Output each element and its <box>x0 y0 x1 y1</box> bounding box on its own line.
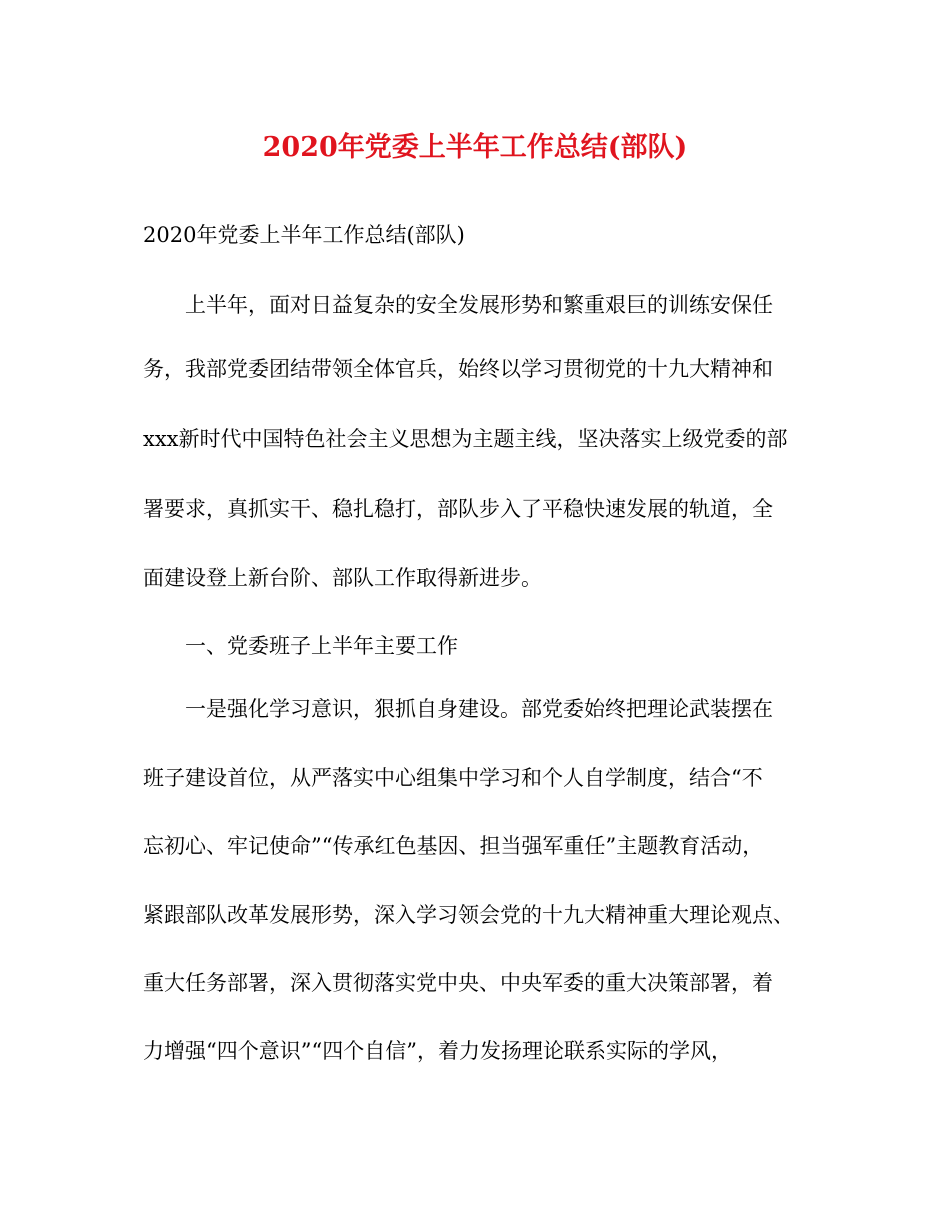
paragraph-line: 重大任务部署，深入贯彻落实党中央、中央军委的重大决策部署，着 <box>143 971 773 995</box>
paragraph-line: 署要求，真抓实干、稳扎稳打，部队步入了平稳快速发展的轨道，全 <box>143 497 773 521</box>
paragraph-line: xxx新时代中国特色社会主义思想为主题主线，坚决落实上级党委的部 <box>143 427 788 451</box>
paragraph-line: 上半年，面对日益复杂的安全发展形势和繁重艰巨的训练安保任 <box>185 293 773 317</box>
paragraph-line: 务，我部党委团结带领全体官兵，始终以学习贯彻党的十九大精神和 <box>143 357 773 381</box>
paragraph-line: 忘初心、牢记使命”“传承红色基因、担当强军重任”主题教育活动， <box>143 834 764 858</box>
paragraph-line: 班子建设首位，从严落实中心组集中学习和个人自学制度，结合“不 <box>143 766 763 790</box>
paragraph-line: 紧跟部队改革发展形势，深入学习领会党的十九大精神重大理论观点、 <box>143 903 794 927</box>
paragraph-line: 一是强化学习意识，狠抓自身建设。部党委始终把理论武装摆在 <box>185 697 773 721</box>
document-title: 2020年党委上半年工作总结(部队) <box>262 132 688 163</box>
paragraph-line: 面建设登上新台阶、部队工作取得新进步。 <box>143 566 542 590</box>
document-subtitle: 2020年党委上半年工作总结(部队) <box>143 223 465 247</box>
section-heading: 一、党委班子上半年主要工作 <box>185 634 458 658</box>
paragraph-line: 力增强“四个意识”“四个自信”，着力发扬理论联系实际的学风， <box>143 1039 732 1063</box>
